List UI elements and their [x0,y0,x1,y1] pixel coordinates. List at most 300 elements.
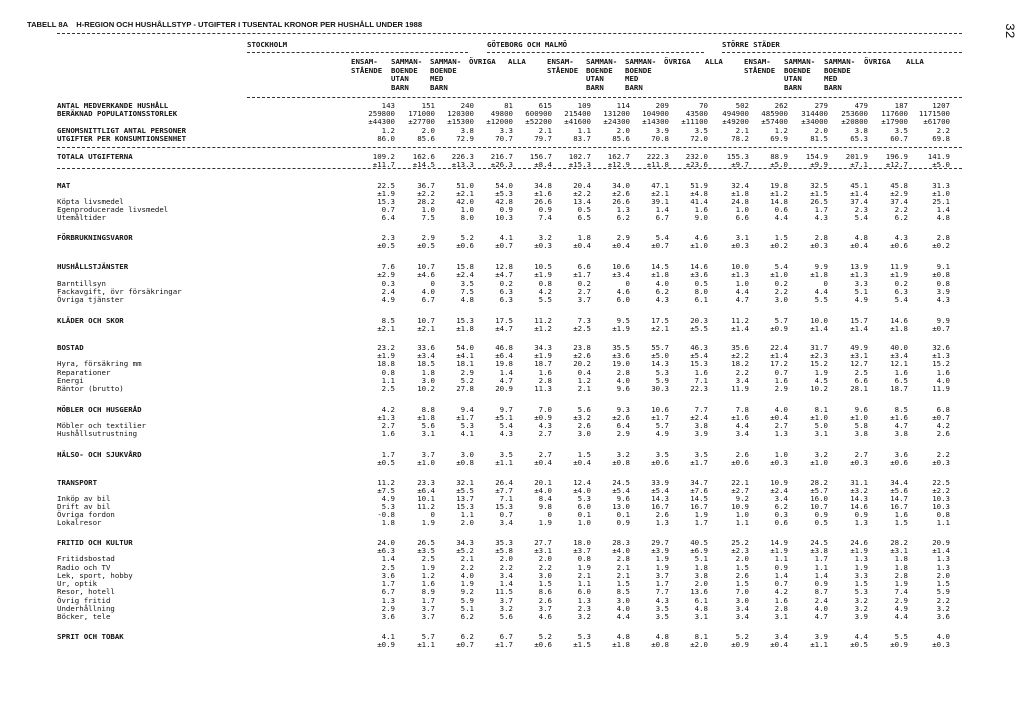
table-cell: 49800 [490,109,513,118]
table-cell: ±1.9 [534,351,552,360]
table-cell: ±7.1 [850,160,868,169]
table-cell: 46.3 [690,343,708,352]
table-cell: 2.7 [538,429,552,438]
table-cell: 6.4 [381,213,395,222]
table-cell: 34.7 [690,478,708,487]
table-cell: 26.6 [534,197,552,206]
table-cell: ±27700 [408,117,435,126]
table-cell: ±5.5 [456,486,474,495]
divider [57,168,962,169]
table-cell: 222.3 [646,152,669,161]
column-header-line: ENSAM- [351,57,378,66]
table-cell: 104900 [642,109,669,118]
column-header-line: STÅENDE [351,65,383,75]
table-cell: ±1.7 [456,413,474,422]
table-cell: 0 [430,279,435,288]
table-cell: 6.2 [460,632,474,641]
column-header-line: SAMMAN- [586,57,618,66]
table-cell: 26.4 [495,478,513,487]
table-cell: 5.2 [735,632,749,641]
table-cell: ±0.8 [651,640,669,649]
table-cell: 9.6 [854,405,868,414]
column-header-line: MED [625,74,639,83]
table-cell: 1.4 [655,205,669,214]
table-cell: ±12.9 [607,160,630,169]
table-cell: ±0.4 [770,413,788,422]
table-cell: 9.2 [460,587,474,596]
table-cell: 4.4 [735,421,749,430]
table-cell: ±1.0 [810,458,828,467]
table-cell: 6.7 [655,213,669,222]
table-cell: 14.6 [690,262,708,271]
table-cell: 10.9 [770,478,788,487]
table-cell: 3.6 [936,612,950,621]
table-cell: 3.0 [460,450,474,459]
table-cell: 1.2 [421,571,435,580]
table-cell: ±2.9 [890,189,908,198]
table-cell: ±0.3 [932,640,950,649]
table-cell: 1.5 [936,579,950,588]
table-cell: 9.5 [616,316,630,325]
table-cell: 24.8 [731,197,749,206]
table-cell: 1.7 [381,579,395,588]
table-cell: ±3.1 [534,546,552,555]
table-cell: 15.3 [377,197,395,206]
table-cell: ±0.3 [932,458,950,467]
table-cell: 1.3 [854,518,868,527]
table-cell: ±1.8 [612,640,630,649]
table-cell: 49.9 [850,343,868,352]
table-cell: 4.0 [655,279,669,288]
table-cell: ±1.7 [651,413,669,422]
table-cell: 15.2 [810,359,828,368]
table-cell: ±3.8 [810,546,828,555]
table-cell: ±0.2 [770,241,788,250]
table-cell: ±1.9 [534,270,552,279]
row-label: Underhållning [57,604,115,613]
table-cell: 3.3 [854,571,868,580]
table-cell: ±49200 [722,117,749,126]
table-cell: 187 [894,101,908,110]
table-cell: 5.3 [854,587,868,596]
table-cell: 20.2 [573,359,591,368]
table-cell: 36.7 [417,181,435,190]
table-cell: ±0.3 [534,241,552,250]
table-cell: ±1.9 [850,546,868,555]
column-header-line: SAMMAN- [824,57,856,66]
table-cell: 1.2 [381,126,395,135]
column-header-line: BARN [824,82,842,92]
table-cell: 81.5 [810,134,828,143]
column-header-line: BOENDE [430,65,457,75]
table-cell: 6.4 [616,421,630,430]
table-cell: ±3.4 [890,351,908,360]
row-label: UTGIFTER PER KONSUMTIONSENHET [57,134,187,143]
table-cell: 2.0 [936,571,950,580]
column-header-line: ALLA [705,57,723,66]
table-cell: ±9.9 [810,160,828,169]
table-cell: ±1.7 [573,270,591,279]
table-cell: ±61700 [923,117,950,126]
table-cell: 11.2 [534,316,552,325]
table-cell: 14.5 [690,494,708,503]
table-cell: 3.4 [774,632,788,641]
table-cell: 2.0 [814,126,828,135]
table-cell: ±0.9 [890,640,908,649]
table-cell: 10.2 [810,384,828,393]
table-cell: 0.7 [774,579,788,588]
table-cell: 1.9 [577,563,591,572]
table-cell: 8.4 [538,494,552,503]
table-cell: 232.0 [685,152,708,161]
table-cell: 0.2 [499,279,513,288]
table-cell: ±1.9 [377,189,395,198]
table-cell: 156.7 [529,152,552,161]
table-cell: ±4.0 [534,486,552,495]
table-cell: 3.0 [421,376,435,385]
table-cell: 1.6 [774,596,788,605]
table-cell: ±2.6 [573,351,591,360]
table-cell: 33.9 [651,478,669,487]
table-cell: ±5.4 [612,486,630,495]
table-cell: ±1.3 [850,270,868,279]
row-label: Inköp av bil [57,494,111,503]
table-cell: 1.3 [655,518,669,527]
table-cell: 1.9 [460,579,474,588]
table-cell: 8.1 [814,405,828,414]
table-cell: 25.2 [731,538,749,547]
table-cell: 45.8 [890,181,908,190]
table-cell: 4.0 [616,604,630,613]
table-cell: 6.2 [774,502,788,511]
table-cell: 6.6 [577,262,591,271]
table-cell: ±1.2 [534,324,552,333]
table-cell: 4.0 [616,376,630,385]
table-cell: 3.5 [655,604,669,613]
table-cell: 28.2 [810,478,828,487]
table-cell: 2.6 [735,571,749,580]
table-cell: 22.5 [932,478,950,487]
table-cell: 22.3 [690,384,708,393]
table-cell: 2.5 [421,554,435,563]
table-cell: 18.7 [890,384,908,393]
table-cell: 2.2 [936,450,950,459]
table-cell: 13.9 [850,262,868,271]
table-cell: 0.9 [499,205,513,214]
table-cell: 15.7 [850,316,868,325]
table-cell: 5.7 [774,316,788,325]
table-cell: 13.6 [690,587,708,596]
table-cell: 1.1 [577,579,591,588]
table-cell: ±3.2 [850,486,868,495]
table-cell: 5.5 [894,632,908,641]
table-cell: 5.6 [577,405,591,414]
table-cell: 3.8 [460,126,474,135]
table-cell: ±2.2 [417,189,435,198]
table-cell: 4.8 [616,632,630,641]
table-cell: 1.5 [894,518,908,527]
table-cell: ±0.5 [417,241,435,250]
row-label: Egenproducerade livsmedel [57,205,169,214]
table-cell: 4.6 [616,287,630,296]
row-label: Övriga fordon [57,510,115,519]
table-cell: 3.1 [774,612,788,621]
table-cell: ±1.0 [770,270,788,279]
table-cell: 17.2 [770,359,788,368]
table-cell: 2.9 [616,429,630,438]
table-cell: 600900 [525,109,552,118]
table-cell: 3.8 [894,429,908,438]
table-cell: 1.0 [774,450,788,459]
table-cell: 196.9 [885,152,908,161]
row-label: TOTALA UTGIFTERNA [57,152,133,161]
table-cell: 1.5 [616,579,630,588]
row-label: Drift av bil [57,502,111,511]
table-cell: -0.8 [377,510,395,519]
table-cell: 1.5 [538,579,552,588]
table-cell: ±1.6 [890,413,908,422]
table-cell: 26.6 [612,197,630,206]
table-cell: ±5.3 [495,189,513,198]
table-cell: 9.8 [538,502,552,511]
table-cell: 1.6 [421,579,435,588]
row-label: Ur, optik [57,579,98,588]
table-cell: ±7.7 [495,486,513,495]
table-cell: 3.0 [538,571,552,580]
table-cell: 27.7 [534,538,552,547]
table-cell: 43500 [685,109,708,118]
table-cell: 10.3 [932,502,950,511]
table-cell: 6.5 [577,213,591,222]
table-cell: 2.1 [538,126,552,135]
table-cell: ±0.4 [770,640,788,649]
table-cell: 2.6 [538,596,552,605]
table-cell: 2.2 [894,205,908,214]
table-cell: ±2.9 [377,270,395,279]
table-cell: 6.6 [854,376,868,385]
table-cell: 0.1 [616,510,630,519]
table-cell: ±0.6 [534,640,552,649]
table-cell: 1.4 [381,554,395,563]
table-cell: 4.4 [814,287,828,296]
table-cell: 35.3 [495,538,513,547]
table-cell: ±5.5 [690,324,708,333]
table-cell: 0.8 [577,554,591,563]
table-cell: 2.9 [774,384,788,393]
table-cell: 102.7 [568,152,591,161]
table-cell: ±1.4 [932,546,950,555]
table-cell: 0 [625,279,630,288]
table-cell: ±0.8 [932,270,950,279]
table-cell: ±1.9 [612,324,630,333]
table-cell: 1.6 [538,368,552,377]
table-cell: 6.0 [616,295,630,304]
table-cell: 5.4 [774,262,788,271]
table-cell: 8.5 [894,405,908,414]
table-cell: 8.5 [616,587,630,596]
table-cell: ±11100 [681,117,708,126]
table-cell: 18.8 [377,359,395,368]
table-cell: 1.8 [421,368,435,377]
table-cell: 5.1 [460,604,474,613]
table-cell: ±1.3 [377,413,395,422]
table-cell: ±5.0 [932,160,950,169]
table-cell: 2.9 [381,604,395,613]
table-cell: 4.2 [774,587,788,596]
table-cell: 4.9 [381,295,395,304]
table-cell: 4.8 [694,604,708,613]
column-header-line: ALLA [906,57,924,66]
table-cell: 201.9 [845,152,868,161]
table-cell: 10.0 [810,316,828,325]
table-cell: ±1.0 [850,413,868,422]
table-cell: 10.6 [651,405,669,414]
table-cell: ±1.3 [731,270,749,279]
row-label: Fackavgift, övr försäkringar [57,287,182,296]
table-cell: 24.5 [612,478,630,487]
table-cell: 19.0 [612,359,630,368]
table-cell: 14.7 [890,494,908,503]
table-cell: 0.1 [577,510,591,519]
table-cell: 9.7 [499,405,513,414]
table-cell: ±15.3 [568,160,591,169]
table-cell: 9.4 [460,405,474,414]
table-cell: 8.9 [421,587,435,596]
table-cell: 3.9 [936,287,950,296]
table-cell: 20.3 [690,316,708,325]
table-cell: 2.8 [894,571,908,580]
column-header-line: SAMMAN- [784,57,816,66]
table-cell: 28.2 [890,538,908,547]
table-cell: 114 [616,101,630,110]
table-cell: 2.6 [936,429,950,438]
table-cell: 8.6 [538,587,552,596]
table-cell: 3.0 [774,295,788,304]
table-cell: 8.0 [460,213,474,222]
table-cell: 1.3 [774,429,788,438]
table-cell: 11.2 [731,316,749,325]
table-cell: 4.9 [854,295,868,304]
table-cell: 0.9 [854,510,868,519]
table-cell: 7.7 [694,405,708,414]
table-cell: 70.7 [495,134,513,143]
table-cell: 0.5 [814,518,828,527]
table-cell: 6.0 [577,502,591,511]
table-cell: 3.3 [499,126,513,135]
table-cell: 2.0 [421,126,435,135]
table-cell: 4.1 [460,429,474,438]
table-cell: 1.7 [814,554,828,563]
table-cell: ±12.7 [885,160,908,169]
table-cell: 2.2 [936,596,950,605]
table-cell: 2.7 [774,421,788,430]
table-cell: 485900 [761,109,788,118]
table-cell: 10.3 [495,213,513,222]
table-cell: 4.5 [814,376,828,385]
divider [57,147,962,148]
table-cell: 109.2 [372,152,395,161]
table-cell: 0.5 [694,279,708,288]
table-cell: 226.3 [451,152,474,161]
table-cell: 19.8 [770,181,788,190]
table-cell: 4.4 [854,632,868,641]
table-cell: ±2.1 [456,189,474,198]
table-cell: ±5.2 [456,546,474,555]
table-cell: 17.5 [651,316,669,325]
table-cell: ±3.1 [890,546,908,555]
table-cell: ±0.9 [770,324,788,333]
table-cell: 0.3 [774,510,788,519]
table-cell: 8.8 [421,405,435,414]
table-cell: 3.7 [421,612,435,621]
table-cell: 4.1 [499,233,513,242]
row-label: HUSHÅLLSTJÄNSTER [57,262,129,271]
table-cell: ±1.3 [932,351,950,360]
row-label: Övriga tjänster [57,295,124,304]
table-cell: 0.7 [499,510,513,519]
table-cell: 17.5 [495,316,513,325]
table-cell: ±23.6 [685,160,708,169]
table-cell: 26.5 [810,197,828,206]
table-cell: 42.8 [495,197,513,206]
table-cell: 1.8 [577,233,591,242]
table-cell: 6.7 [381,587,395,596]
table-cell: 22.5 [377,181,395,190]
table-cell: ±1.8 [417,413,435,422]
table-cell: 4.0 [774,405,788,414]
table-cell: ±2.2 [573,189,591,198]
table-cell: 3.2 [577,612,591,621]
table-cell: ±1.4 [850,324,868,333]
table-cell: 7.3 [577,316,591,325]
table-cell: 6.2 [894,213,908,222]
table-cell: 2.5 [854,368,868,377]
table-cell: 1.1 [460,510,474,519]
table-cell: 7.6 [381,262,395,271]
table-cell: ±41600 [564,117,591,126]
table-cell: 32.1 [456,478,474,487]
table-cell: 32.6 [932,343,950,352]
table-cell: 11.9 [731,384,749,393]
table-cell: ±1.9 [770,546,788,555]
row-label: Hyra, försäkring mm [57,359,142,368]
table-cell: ±1.1 [495,458,513,467]
table-cell: ±3.7 [573,546,591,555]
table-cell: ±1.1 [417,640,435,649]
region-header: STÖRRE STÄDER [722,40,780,49]
table-cell: ±3.6 [690,270,708,279]
table-cell: 1.1 [936,518,950,527]
table-cell: 3.8 [694,421,708,430]
table-cell: 2.6 [655,510,669,519]
table-cell: 1.9 [421,518,435,527]
table-cell: 12.7 [850,359,868,368]
table-cell: 1.4 [499,579,513,588]
table-cell: 1.5 [577,450,591,459]
column-header-line: MED [824,74,838,83]
row-label: Fritidsbostad [57,554,115,563]
table-cell: ±5.4 [651,486,669,495]
table-cell: 7.5 [421,213,435,222]
table-cell: ±1.5 [573,640,591,649]
table-cell: 143 [381,101,395,110]
column-header-line: BOENDE [824,65,851,75]
table-cell: ±2.1 [417,324,435,333]
table-cell: 1.5 [854,579,868,588]
table-cell: ±0.7 [932,413,950,422]
table-cell: 30.3 [651,384,669,393]
table-cell: 20.9 [495,384,513,393]
